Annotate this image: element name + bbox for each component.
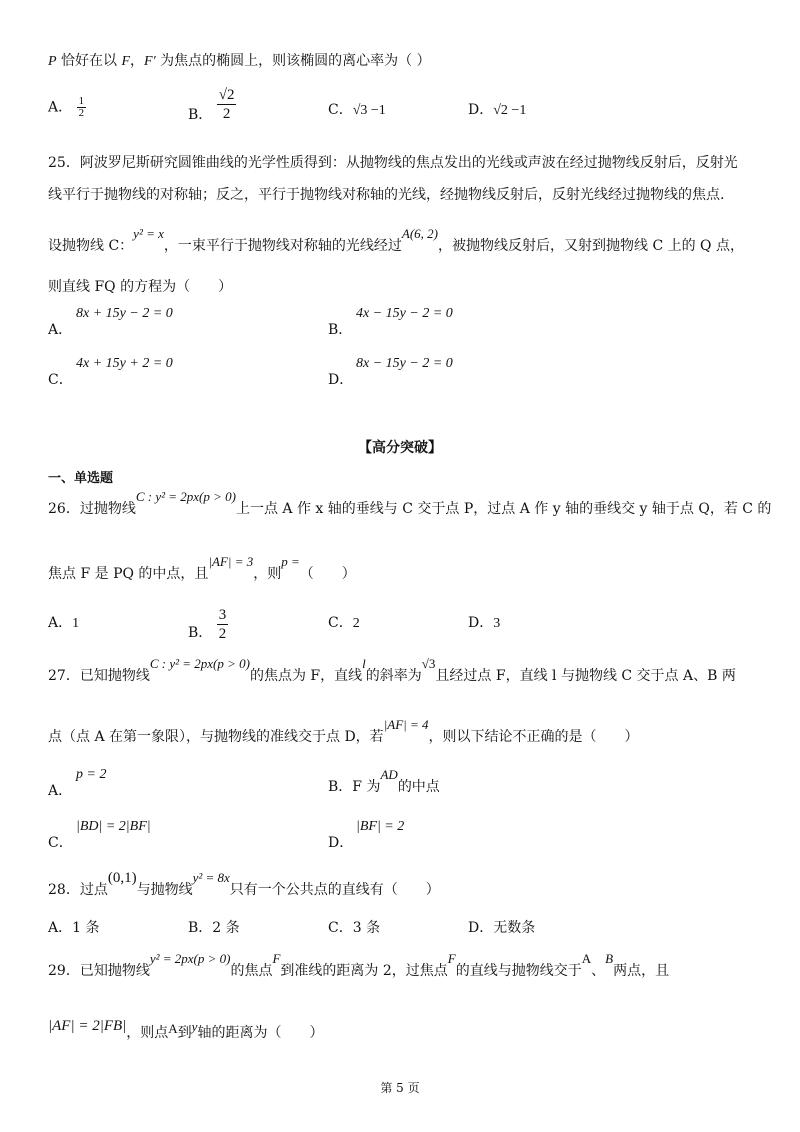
q28-option-c: C．3 条 bbox=[328, 920, 381, 936]
q26-option-c-value: 2 bbox=[352, 616, 360, 631]
q24-option-c bbox=[328, 101, 386, 120]
q28-text-a: 28．过点 bbox=[48, 882, 108, 898]
q29-line-2-y: y bbox=[191, 1019, 198, 1034]
q27-line-l: l bbox=[362, 656, 366, 671]
q27-text-c: 的斜率为 bbox=[365, 668, 422, 684]
q27-option-a-value: p = 2 bbox=[76, 767, 107, 782]
q26-option-b-numerator: 3 bbox=[218, 607, 227, 623]
q29-sep: 、 bbox=[591, 963, 606, 979]
q28-option-a: A．1 条 bbox=[48, 920, 100, 936]
q29-AF-equation: |AF| = 2|FB| bbox=[48, 1018, 127, 1034]
q26-option-b bbox=[188, 606, 228, 643]
q25-line-3-a: 设抛物线 C： bbox=[48, 238, 134, 254]
q29-line-2-b: 到 bbox=[177, 1025, 192, 1041]
q29-A: A bbox=[581, 951, 592, 966]
section-title: 【高分突破】 bbox=[358, 440, 442, 456]
q25-point-A: A(6, 2) bbox=[401, 226, 438, 241]
q27-text-a: 27．已知抛物线 bbox=[48, 668, 150, 684]
q28-stem bbox=[48, 870, 440, 899]
q27-text-b: 的焦点为 F，直线 bbox=[249, 668, 363, 684]
q29-line-2 bbox=[48, 1018, 324, 1042]
q24-Fprime: F′ bbox=[144, 54, 156, 69]
q29-parabola-equation: y² = 2px(p > 0) bbox=[149, 951, 231, 966]
q27-line-2-a: 点（点 A 在第一象限），与抛物线的准线交于点 D，若 bbox=[48, 729, 384, 745]
q29-line-2-A: A bbox=[168, 1021, 178, 1036]
q25-option-b-value: 4x − 15y − 2 = 0 bbox=[356, 306, 453, 321]
q27-parabola-equation: C : y² = 2px(p > 0) bbox=[149, 656, 250, 671]
q24-option-b bbox=[188, 86, 236, 123]
q24-option-d-label: D． bbox=[468, 102, 494, 118]
q24-P: P bbox=[48, 54, 57, 69]
q25-parabola-equation: y² = x bbox=[133, 226, 164, 241]
q24-F: F bbox=[121, 54, 131, 69]
q25-line-3-b: ，一束平行于抛物线对称轴的光线经过 bbox=[163, 238, 402, 254]
q27-option-b-text-a: F 为 bbox=[352, 779, 381, 795]
q26-text-e: （ ） bbox=[299, 566, 356, 582]
q25-option-d-label: D． bbox=[328, 372, 354, 388]
q27-option-b bbox=[328, 767, 440, 796]
q26-option-b-label: B． bbox=[188, 624, 213, 641]
q27-AF-equation: |AF| = 4 bbox=[383, 717, 429, 732]
q27-line-2 bbox=[48, 717, 639, 746]
q24-option-a-denominator: 2 bbox=[78, 107, 85, 119]
q24-text-b: 为焦点的椭圆上，则该椭圆的离心率为（ ） bbox=[155, 53, 431, 69]
q28-parabola-equation: y² = 8x bbox=[192, 870, 230, 885]
q24-option-d-value: √2 −1 bbox=[493, 103, 527, 118]
q26-text-a: 26．过抛物线 bbox=[48, 501, 136, 517]
q25-option-c-value: 4x + 15y + 2 = 0 bbox=[76, 356, 173, 371]
q28-text-b: 与抛物线 bbox=[136, 882, 193, 898]
q28-text-c: 只有一个公共点的直线有（ ） bbox=[229, 882, 440, 898]
q28-option-b: B．2 条 bbox=[188, 920, 240, 936]
q29-B: B bbox=[605, 951, 614, 966]
q24-option-a-label: A． bbox=[48, 99, 73, 116]
q25-option-c bbox=[48, 355, 173, 389]
q25-option-d bbox=[328, 355, 453, 389]
q25-option-a bbox=[48, 305, 173, 339]
q27-option-a-label: A． bbox=[48, 783, 73, 799]
q24-option-a-numerator: 1 bbox=[78, 95, 85, 107]
q25-option-d-value: 8x − 15y − 2 = 0 bbox=[356, 356, 453, 371]
q24-option-d bbox=[468, 101, 526, 120]
q27-sqrt3: √3 bbox=[421, 656, 436, 671]
q29-text-d: 的直线与抛物线交于 bbox=[455, 963, 582, 979]
q27-option-a bbox=[48, 766, 106, 800]
q28-option-d: D．无数条 bbox=[468, 920, 536, 936]
q29-text-b: 的焦点 bbox=[230, 963, 273, 979]
q27-option-d bbox=[328, 818, 404, 852]
q24-option-a bbox=[48, 96, 86, 119]
q27-option-d-label: D． bbox=[328, 835, 354, 851]
q29-text-c: 到准线的距离为 2，过焦点 bbox=[280, 963, 448, 979]
q24-option-a-fraction bbox=[77, 96, 87, 119]
q26-line-1 bbox=[48, 489, 772, 518]
q27-line-2-b: ，则以下结论不正确的是（ ） bbox=[428, 729, 639, 745]
q26-option-d bbox=[468, 614, 500, 633]
q25-line-3 bbox=[48, 226, 744, 255]
q26-option-b-denominator: 2 bbox=[218, 626, 227, 642]
q26-text-b: 上一点 A 作 x 轴的垂线与 C 交于点 P，过点 A 作 y 轴的垂线交 y 轴于点 Q，若 C 的 bbox=[235, 501, 772, 517]
q26-option-c-label: C． bbox=[328, 615, 353, 631]
q24-option-c-label: C． bbox=[328, 102, 353, 118]
q27-option-b-text-b: 的中点 bbox=[397, 779, 440, 795]
q27-option-c-label: C． bbox=[48, 835, 73, 851]
q26-option-d-value: 3 bbox=[493, 616, 501, 631]
q27-text-d: 且经过点 F，直线 l 与抛物线 C 交于点 A、B 两 bbox=[435, 668, 736, 684]
q27-option-c bbox=[48, 818, 151, 852]
q25-option-b-label: B． bbox=[328, 322, 353, 338]
q25-option-c-label: C． bbox=[48, 372, 73, 388]
q24-option-c-value: √3 −1 bbox=[352, 103, 386, 118]
q29-F: F bbox=[272, 951, 281, 966]
q26-option-c bbox=[328, 614, 360, 633]
q26-line-2 bbox=[48, 554, 356, 583]
q24-text-a: 恰好在以 bbox=[56, 53, 122, 69]
q27-option-d-value: |BF| = 2 bbox=[356, 819, 405, 834]
q26-option-a-value: 1 bbox=[72, 616, 80, 631]
q25-line-3-c: ，被抛物线反射后，又射到抛物线 C 上的 Q 点， bbox=[438, 238, 744, 254]
q28-point: (0,1) bbox=[107, 870, 137, 886]
q29-text-e: 两点，且 bbox=[613, 963, 670, 979]
q26-text-c: 焦点 F 是 PQ 的中点，且 bbox=[48, 566, 209, 582]
q25-line-2: 线平行于抛物线的对称轴；反之，平行于抛物线对称轴的光线，经抛物线反射后，反射光线经过抛物线的焦点. bbox=[48, 187, 725, 203]
q27-line-1 bbox=[48, 656, 736, 685]
q24-option-b-numerator: √2 bbox=[218, 87, 235, 103]
q26-option-d-label: D． bbox=[468, 615, 494, 631]
q24-option-b-fraction bbox=[217, 86, 237, 123]
q26-option-a bbox=[48, 614, 79, 633]
q29-line-2-c: 轴的距离为（ ） bbox=[197, 1025, 324, 1041]
q29-line-2-a: ，则点 bbox=[126, 1025, 169, 1041]
q25-option-a-value: 8x + 15y − 2 = 0 bbox=[76, 306, 173, 321]
q29-text-a: 29．已知抛物线 bbox=[48, 963, 150, 979]
q26-p-equals: p = bbox=[281, 554, 300, 569]
q24-option-b-denominator: 2 bbox=[222, 106, 231, 122]
q26-AF-equation: |AF| = 3 bbox=[208, 554, 254, 569]
q24-comma: ， bbox=[130, 53, 145, 69]
q24-option-b-label: B． bbox=[188, 106, 213, 123]
q27-option-b-AD: AD bbox=[380, 767, 398, 782]
q29-line-1 bbox=[48, 951, 670, 980]
q25-option-a-label: A． bbox=[48, 322, 73, 338]
q26-parabola-equation: C : y² = 2px(p > 0) bbox=[135, 489, 236, 504]
page-number: 第 5 页 bbox=[380, 1081, 420, 1095]
section-subtitle: 一、单选题 bbox=[48, 471, 114, 486]
q27-option-c-value: |BD| = 2|BF| bbox=[76, 819, 151, 834]
q25-line-4: 则直线 FQ 的方程为（ ） bbox=[48, 279, 233, 295]
q24-stem bbox=[48, 52, 431, 71]
q26-option-b-fraction bbox=[217, 606, 229, 643]
q29-F2: F bbox=[447, 951, 456, 966]
q25-line-1: 25．阿波罗尼斯研究圆锥曲线的光学性质得到：从抛物线的焦点发出的光线或声波在经过抛物线反射后，反射光 bbox=[48, 155, 738, 171]
q26-text-d: ，则 bbox=[253, 566, 282, 582]
q25-option-b bbox=[328, 305, 453, 339]
q26-option-a-label: A． bbox=[48, 615, 73, 631]
q27-option-b-label: B． bbox=[328, 779, 353, 795]
